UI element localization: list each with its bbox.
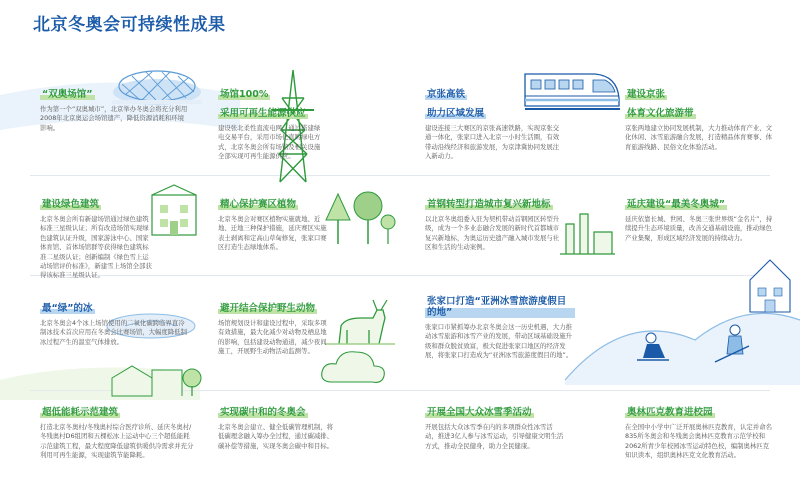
snow-skiers-illustration — [565, 250, 800, 385]
section-title: 避开结合保护野生动物 — [220, 303, 316, 314]
section-body: 建设连接三大赛区的京张高速铁路，实现京张交通一体化，张家口进入北京一小时生活圈，有效带动沿线经济和旅游发展，为京津冀协同发展注入新动力。 — [425, 124, 560, 161]
section-mass-participation — [425, 400, 565, 451]
wildlife-deer-illustration — [325, 296, 395, 346]
section-title: 建设绿色建筑 — [42, 199, 100, 210]
section-body: 延庆依靠长城、世园、冬奥三张世界级“金名片”，持续提升生态环境质量，改善交通基础设施，推动绿色产业集聚，形成区域经济发展的持续动力。 — [625, 215, 773, 242]
section-body: 打造北京冬奥村/冬残奥村综合医疗诊所、延庆冬奥村/冬残奥村D6组团和五棵松冰上运动中心三个超低能耗示范建筑工程，最大程度降低建筑供暖供冷需求并充分利用可再生能源，实现建筑节能降耗。 — [40, 423, 194, 460]
section-body: 开展包括大众冰雪季在内的多项群众性冰雪活动，推进3亿人参与冰雪运动，引导健康文明生活方式，推动全民健身，助力全民健康。 — [425, 423, 564, 450]
section-shougang — [425, 192, 560, 253]
section-title: 实现碳中和的冬奥会 — [220, 407, 306, 418]
section-body: 场馆规划设计和建设过程中，采取多项有效措施，最大化减少对动物及栖息地的影响，包括建设动物通道，减少夜间施工，开展野生动物活动监测等。 — [218, 319, 327, 356]
section-body: 北京冬奥会所有新建场馆通过绿色建筑标准三星级认证；所有改造场馆实现绿色建筑认证升级，国家游泳中心、国家体育馆、首体场馆群等获得绿色建筑标准二星级认证；创新编制《绿色雪上运动场馆评价标准》，新建雪上场馆全部获得该标准三星级认证。 — [40, 215, 152, 280]
section-body: 京张两地建立协同发展机制，大力推动体育产业、文化休闲、冰雪旅游融合发展，打造精品体育赛事、体育旅游线路、民俗文化体验活动。 — [625, 124, 772, 151]
section-title: 超低能耗示范建筑 — [42, 407, 119, 418]
section-title: 张家口打造“亚洲冰雪旅游度假目的地” — [425, 296, 575, 318]
carbon-neutral-cloud-illustration — [318, 342, 388, 388]
section-body: 以北京冬奥组委入驻为契机带动首钢园区转型升级，成为一个多业态融合发展的新时代首都城市复兴新地标，为奥运历史遗产融入城市发展与社区和生活的生动案例。 — [425, 215, 560, 252]
section-title: 场馆100% — [220, 89, 269, 100]
low-carbon-building-illustration — [112, 356, 202, 398]
page-title: 北京冬奥会可持续性成果 — [33, 15, 226, 35]
section-body: 张家口市紧抓筹办北京冬奥会这一历史机遇，大力推动冰雪旅游和冰雪产业的发展，带动区域基础设施升级和群众脱贫致富，极大促进张家口地区的经济发展，将张家口打造成为“亚洲冰雪旅游度假目的地”。 — [425, 323, 573, 360]
section-zhangjiakou-tourism — [625, 82, 775, 152]
section-body: 北京冬奥会4个冰上场馆使用的二氧化碳跨临界直冷制冰技术首次应用在冬奥会比赛场馆，大幅度降低制冰过程产生的温室气体排放。 — [40, 319, 187, 346]
section-title: 采用可再生能源供应 — [220, 108, 306, 119]
section-green-buildings — [40, 192, 152, 281]
green-building-illustration — [148, 185, 200, 237]
section-title: 首钢转型打造城市复兴新地标 — [427, 199, 551, 210]
section-vegetation — [218, 192, 328, 253]
section-title: 精心保护赛区植物 — [220, 199, 297, 210]
section-body: 北京冬奥会对赛区植物实施就地、近地、迁地三种保护措施，延庆赛区实施表土剥离和定高山草甸修复，张家口赛区打造生态绿地体系。 — [218, 215, 327, 252]
section-olympic-education — [625, 400, 775, 461]
section-title: 延庆建设“最美冬奥城” — [627, 199, 725, 210]
section-renewable-energy — [218, 82, 323, 162]
section-title: 建设京张 — [627, 89, 666, 100]
section-title: 开展全国大众冰雪季活动 — [427, 407, 532, 418]
section-yanqing — [625, 192, 775, 243]
section-title: 助力区域发展 — [427, 108, 485, 119]
section-title: 京张高铁 — [427, 89, 466, 100]
section-low-carbon-buildings — [40, 400, 195, 461]
section-co2-ice — [40, 296, 190, 347]
section-carbon-neutral — [218, 400, 338, 451]
section-high-speed-rail — [425, 82, 565, 162]
row-divider — [30, 175, 770, 176]
section-body: 建设张北柔性直流电网，通过搭建绿电交易平台，采用市场化直购绿电方式，北京冬奥会所有场馆及相关设施全部实现可再生能源供应。 — [218, 124, 321, 161]
section-title: “双奥场馆” — [42, 89, 93, 100]
section-body: 北京冬奥会建立、健全低碳管理机制，将低碳理念融入筹办全过程，通过碳减排、碳补偿等措施，实现冬奥会碳中和目标。 — [218, 423, 334, 450]
shougang-industrial-illustration — [560, 210, 615, 255]
section-wildlife — [218, 296, 328, 357]
section-venues-legacy — [40, 82, 190, 133]
section-title: 最“绿”的冰 — [42, 303, 93, 314]
section-body: 作为第一个“双奥城市”，北京举办冬奥会将充分利用2008年北京奥运会场馆遗产，降低资源消耗和环境影响。 — [40, 105, 188, 132]
section-title: 奥林匹克教育进校园 — [627, 407, 713, 418]
section-body: 在全国中小学中广泛开展奥林匹克教育，认定并命名835所冬奥会和冬残奥会奥林匹克教育示范学校和2062所青少年校园冰雪运动特色校，编制奥林匹克知识读本，组织奥林匹克文化教育活动。 — [625, 423, 772, 460]
section-title: 体育文化旅游带 — [627, 108, 694, 119]
plant-trees-illustration — [318, 186, 398, 246]
section-winter-destination — [425, 296, 575, 361]
